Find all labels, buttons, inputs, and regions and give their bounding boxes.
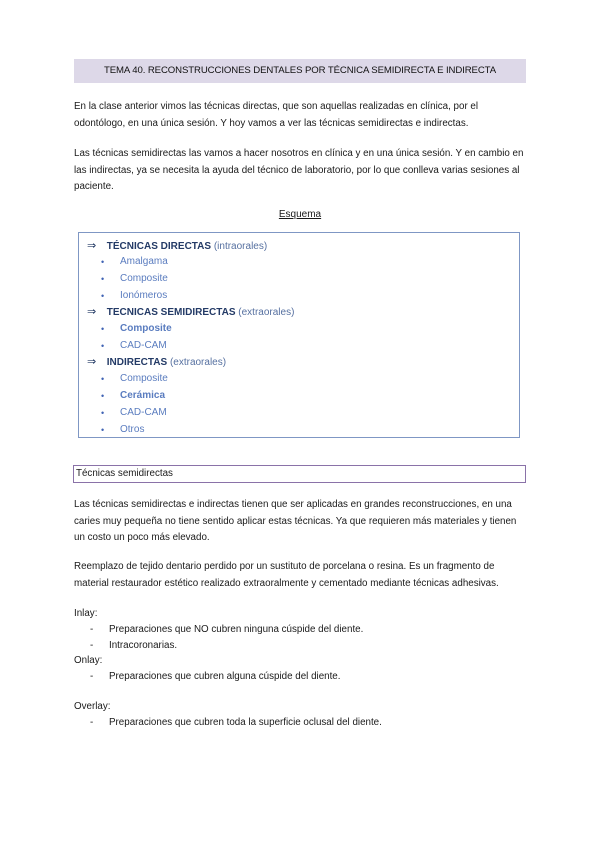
onlay-label: Onlay: — [74, 655, 103, 666]
list-item: Cerámica — [120, 390, 166, 401]
bullet-icon: • — [101, 274, 105, 284]
intro-paragraph-1 — [74, 99, 530, 132]
text-line: las indirectas, ya se necesita la ayuda del técnico de laboratorio, por lo que conlleva varias sesiones al — [74, 164, 520, 176]
overlay-label: Overlay: — [74, 701, 111, 712]
dash-icon: - — [90, 624, 94, 635]
bullet-icon: • — [101, 324, 105, 334]
section-heading: Técnicas semidirectas — [73, 465, 526, 483]
list-item: Preparaciones que cubren alguna cúspide del diente. — [109, 671, 341, 682]
page-title: TEMA 40. RECONSTRUCCIONES DENTALES POR TÉCNICA SEMIDIRECTA E INDIRECTA — [74, 59, 526, 83]
arrow-right-icon: ⇒ — [87, 306, 97, 318]
category-name: TÉCNICAS DIRECTAS — [106, 241, 212, 252]
list-item: CAD-CAM — [120, 407, 167, 418]
bullet-icon: • — [101, 341, 105, 351]
category-qualifier: (extraorales) — [238, 307, 295, 318]
bullet-icon: • — [101, 425, 105, 435]
category-name: INDIRECTAS — [106, 357, 168, 368]
dash-icon: - — [90, 640, 94, 651]
bullet-icon: • — [101, 291, 105, 301]
category-directas — [87, 239, 267, 254]
text-line: material restaurador estético realizado extraoralmente y cementado mediante técnicas adhesivas. — [74, 577, 499, 589]
text-line: Reemplazo de tejido dentario perdido por un sustituto de porcelana o resina. Es un fragmento de — [74, 561, 495, 572]
category-qualifier: (extraorales) — [169, 357, 227, 368]
text-line: odontólogo, en una única sesión. Y hoy vamos a ver las técnicas semidirectas e indirectas. — [74, 117, 469, 129]
category-indirectas — [87, 355, 226, 370]
list-item: Preparaciones que cubren toda la superficie oclusal del diente. — [109, 717, 382, 728]
text-line: paciente. — [74, 181, 114, 193]
list-item: Otros — [120, 424, 145, 435]
text-line: un costo un poco más elevado. — [74, 532, 210, 544]
section-paragraph-1 — [74, 497, 530, 547]
dash-icon: - — [90, 671, 94, 682]
text-line: En la clase anterior vimos las técnicas directas, que son aquellas realizadas en clínica, por el — [74, 101, 479, 112]
esquema-heading: Esquema — [278, 209, 322, 220]
category-qualifier: (intraorales) — [213, 241, 268, 252]
list-item: Amalgama — [120, 256, 168, 267]
list-item: CAD-CAM — [120, 340, 167, 351]
list-item: Ionómeros — [120, 290, 168, 301]
category-name: TECNICAS SEMIDIRECTAS — [106, 307, 236, 318]
dash-icon: - — [90, 717, 94, 728]
section-paragraph-2 — [74, 559, 530, 592]
arrow-right-icon: ⇒ — [87, 356, 97, 368]
text-line: Las técnicas semidirectas las vamos a hacer nosotros en clínica y en una única sesión. Y en cambio en — [74, 148, 524, 159]
list-item: Composite — [120, 273, 168, 284]
bullet-icon: • — [101, 374, 105, 384]
bullet-icon: • — [101, 408, 105, 418]
text-line: Las técnicas semidirectas e indirectas tienen que ser aplicadas en grandes reconstrucciones, en una — [74, 499, 512, 510]
bullet-icon: • — [101, 257, 105, 267]
list-item: Composite — [120, 323, 172, 334]
arrow-right-icon: ⇒ — [87, 240, 97, 252]
list-item: Preparaciones que NO cubren ninguna cúspide del diente. — [109, 624, 364, 635]
category-semidirectas — [87, 305, 294, 320]
esquema-box — [78, 232, 520, 438]
bullet-icon: • — [101, 391, 105, 401]
intro-paragraph-2 — [74, 146, 530, 196]
inlay-label: Inlay: — [74, 608, 98, 619]
list-item: Intracoronarias. — [109, 640, 178, 651]
list-item: Composite — [120, 373, 168, 384]
text-line: caries muy pequeña no tiene sentido aplicar estas técnicas. Ya que requieren más materiales y tienen — [74, 515, 517, 527]
